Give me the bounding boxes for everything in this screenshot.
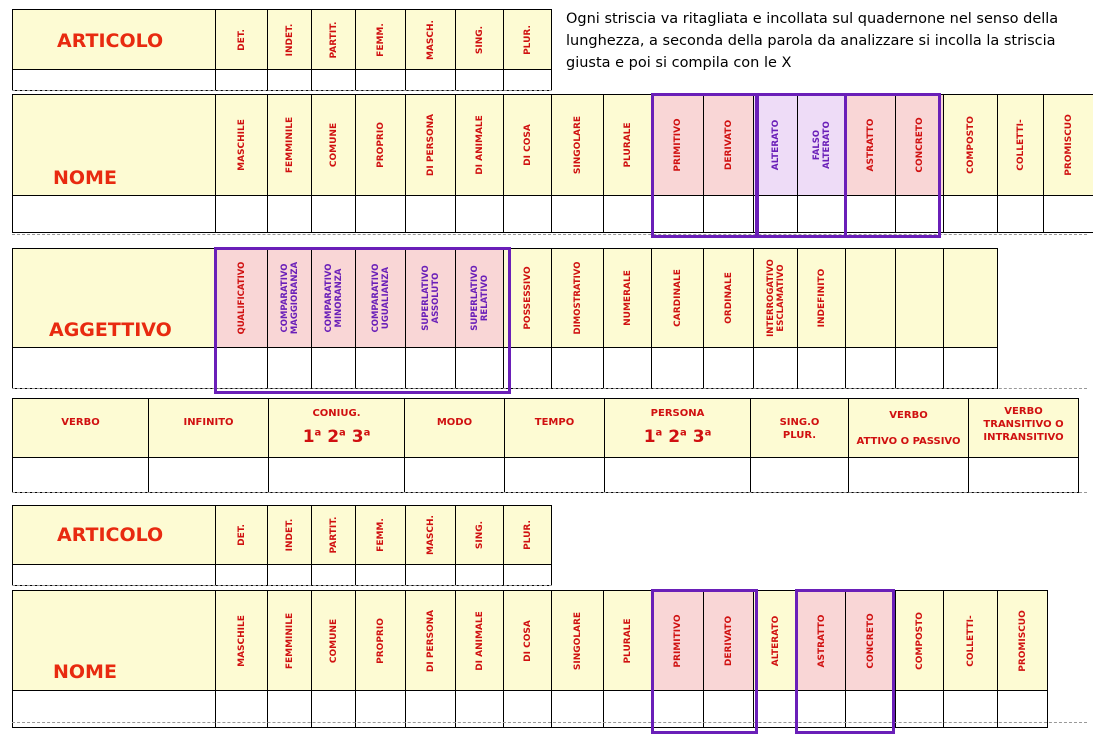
column-label: TEMPO bbox=[534, 417, 575, 428]
column-label: SUPERLATIVO ASSOLUTO bbox=[420, 265, 441, 331]
column-label: COMPARATIVO MAGGIORANZA bbox=[279, 261, 300, 335]
column-header-masch bbox=[405, 505, 456, 565]
articolo-title-cell bbox=[12, 9, 216, 70]
column-label: PRIMITIVO bbox=[672, 118, 683, 172]
column-header-coniug bbox=[268, 398, 405, 458]
column-header-composto bbox=[895, 590, 944, 691]
answer-cell-indet bbox=[267, 69, 312, 91]
column-label: INTERROGATIVO ESCLAMATIVO bbox=[765, 259, 786, 337]
column-label: ORDINALE bbox=[723, 272, 734, 324]
column-header-partit bbox=[311, 505, 356, 565]
column-label: ASTRATTO bbox=[865, 118, 876, 172]
column-label: DI ANIMALE bbox=[474, 610, 485, 671]
column-label: COMUNE bbox=[328, 122, 339, 168]
column-header-verbo-transitivo-o-intransitivo bbox=[968, 398, 1079, 458]
column-label: PROPRIO bbox=[375, 122, 386, 168]
column-label: DI COSA bbox=[522, 124, 533, 166]
column-label: PLUR. bbox=[522, 520, 533, 550]
column-label: PROPRIO bbox=[375, 617, 386, 664]
column-header-blank bbox=[845, 248, 896, 348]
answer-cell-persona bbox=[604, 457, 751, 493]
column-label: INDET. bbox=[284, 518, 295, 552]
column-header-verbo bbox=[12, 398, 149, 458]
answer-cell-verbo bbox=[12, 457, 149, 493]
articolo-title: ARTICOLO bbox=[57, 30, 164, 52]
column-header-blank bbox=[895, 248, 944, 348]
column-header-interrogativo-esclamativo bbox=[753, 248, 798, 348]
answer-cell-sing-o-plur bbox=[750, 457, 849, 493]
articolo-answer-cell bbox=[12, 69, 216, 91]
column-header-di-cosa bbox=[503, 590, 552, 691]
answer-cell-modo bbox=[404, 457, 505, 493]
answer-cell-di-animale bbox=[455, 195, 504, 233]
column-header-cardinale bbox=[651, 248, 704, 348]
column-label: COMPOSTO bbox=[914, 611, 925, 670]
answer-cell-partit bbox=[311, 69, 356, 91]
column-label: VERBO TRANSITIVO O INTRANSITIVO bbox=[983, 406, 1064, 443]
nome-title: NOME bbox=[53, 661, 117, 683]
column-header-sing bbox=[455, 505, 504, 565]
column-header-maschile bbox=[215, 94, 268, 196]
person-numbers bbox=[269, 427, 404, 447]
column-label: FALSO ALTERATO bbox=[811, 121, 832, 169]
ordinal-suffix: a bbox=[680, 427, 687, 439]
column-label: DIMOSTRATIVO bbox=[572, 261, 583, 335]
ordinal-suffix: a bbox=[704, 427, 712, 439]
column-header-singolare bbox=[551, 94, 604, 196]
column-header-maschile bbox=[215, 590, 268, 691]
column-header-ordinale bbox=[703, 248, 754, 348]
column-label: PLURALE bbox=[622, 122, 633, 168]
answer-cell-dimostrativo bbox=[551, 347, 604, 389]
nome-title-cell bbox=[12, 590, 216, 691]
column-header-indet bbox=[267, 9, 312, 70]
column-label: SINGOLARE bbox=[572, 611, 583, 670]
answer-cell-femm bbox=[355, 69, 406, 91]
answer-cell-masch bbox=[405, 564, 456, 586]
column-label: DI PERSONA bbox=[425, 609, 436, 672]
articolo-answer-cell bbox=[12, 564, 216, 586]
column-header-di-persona bbox=[405, 590, 456, 691]
column-header-det bbox=[215, 505, 268, 565]
column-label: ASTRATTO bbox=[816, 614, 827, 667]
column-label: VERBO bbox=[61, 417, 100, 428]
column-header-comune bbox=[311, 94, 356, 196]
column-header-composto bbox=[943, 94, 998, 196]
answer-cell-coniug bbox=[268, 457, 405, 493]
column-label: FEMM. bbox=[375, 22, 386, 57]
column-label: FEMMINILE bbox=[284, 116, 295, 174]
column-header-dimostrativo bbox=[551, 248, 604, 348]
answer-cell-composto bbox=[943, 195, 998, 233]
column-label: MASCHILE bbox=[236, 119, 247, 171]
column-label: CARDINALE bbox=[672, 269, 683, 327]
answer-cell-promiscuo bbox=[1043, 195, 1093, 233]
cut-line bbox=[12, 492, 1087, 493]
answer-cell-plur bbox=[503, 564, 552, 586]
answer-cell-det bbox=[215, 564, 268, 586]
answer-cell-tempo bbox=[504, 457, 605, 493]
answer-cell-indefinito bbox=[797, 347, 846, 389]
answer-cell-blank bbox=[895, 347, 944, 389]
column-header-numerale bbox=[603, 248, 652, 348]
column-label: NUMERALE bbox=[622, 270, 633, 326]
column-header-plur bbox=[503, 505, 552, 565]
column-header-blank bbox=[943, 248, 998, 348]
column-label: PLUR. bbox=[522, 24, 533, 55]
ordinal-suffix: a bbox=[314, 427, 322, 439]
nome-answer-cell bbox=[12, 195, 216, 233]
answer-cell-numerale bbox=[603, 347, 652, 389]
answer-cell-masch bbox=[405, 69, 456, 91]
column-header-modo bbox=[404, 398, 505, 458]
articolo-title-cell bbox=[12, 505, 216, 565]
column-label: PARTIT. bbox=[328, 516, 339, 554]
column-label: CONCRETO bbox=[914, 117, 925, 173]
column-label: MODO bbox=[436, 417, 473, 428]
column-header-tempo bbox=[504, 398, 605, 458]
column-label: VERBO ATTIVO O PASSIVO bbox=[856, 410, 961, 447]
column-label: QUALIFICATIVO bbox=[236, 261, 247, 335]
person-number: 3 bbox=[692, 427, 705, 447]
column-label: INFINITO bbox=[183, 417, 234, 428]
answer-cell-femminile bbox=[267, 195, 312, 233]
cut-line bbox=[12, 388, 1087, 389]
column-header-femm bbox=[355, 505, 406, 565]
column-header-verbo-attivo-o-passivo bbox=[848, 398, 969, 458]
column-label: DI PERSONA bbox=[425, 113, 436, 177]
column-label: COMPOSTO bbox=[965, 116, 976, 174]
column-header-plurale bbox=[603, 590, 652, 691]
aggettivo-title: AGGETTIVO bbox=[49, 319, 172, 341]
answer-cell-blank bbox=[845, 347, 896, 389]
column-header-plurale bbox=[603, 94, 652, 196]
column-label: PERSONA bbox=[650, 408, 705, 419]
column-label: COMPARATIVO UGUALIANZA bbox=[370, 263, 391, 333]
column-label: ALTERATO bbox=[770, 119, 781, 171]
nome-title-cell bbox=[12, 94, 216, 196]
column-header-indet bbox=[267, 505, 312, 565]
aggettivo-title-cell bbox=[12, 248, 216, 348]
answer-cell-blank bbox=[943, 347, 998, 389]
highlight-box-alterato bbox=[756, 93, 847, 238]
column-label: INDET. bbox=[284, 23, 295, 56]
column-header-di-animale bbox=[455, 94, 504, 196]
column-header-colletti bbox=[997, 94, 1044, 196]
column-label: COMPARATIVO MINORANZA bbox=[323, 263, 344, 333]
column-header-di-animale bbox=[455, 590, 504, 691]
column-label: INDEFINITO bbox=[816, 268, 827, 328]
highlight-box-primitivo-derivato bbox=[651, 589, 758, 734]
column-label: PROMISCUO bbox=[1063, 114, 1074, 176]
answer-cell-ordinale bbox=[703, 347, 754, 389]
answer-cell-indet bbox=[267, 564, 312, 586]
cut-line bbox=[12, 90, 552, 91]
column-label: DERIVATO bbox=[723, 615, 734, 666]
cut-line bbox=[12, 722, 1087, 723]
answer-cell-det bbox=[215, 69, 268, 91]
column-header-det bbox=[215, 9, 268, 70]
answer-cell-di-persona bbox=[405, 195, 456, 233]
column-header-di-cosa bbox=[503, 94, 552, 196]
column-header-partit bbox=[311, 9, 356, 70]
column-label: MASCH. bbox=[425, 19, 436, 60]
answer-cell-partit bbox=[311, 564, 356, 586]
person-number: 1 bbox=[302, 427, 315, 447]
column-header-comune bbox=[311, 590, 356, 691]
column-header-masch bbox=[405, 9, 456, 70]
column-label: CONCRETO bbox=[865, 612, 876, 669]
answer-cell-sing bbox=[455, 564, 504, 586]
column-label: FEMM. bbox=[375, 518, 386, 552]
highlight-box-astratto-concreto bbox=[795, 589, 895, 734]
cut-line bbox=[12, 585, 552, 586]
column-header-colletti bbox=[943, 590, 998, 691]
column-label: DET. bbox=[236, 28, 247, 51]
aggettivo-answer-cell bbox=[12, 347, 216, 389]
column-label: POSSESSIVO bbox=[522, 266, 533, 330]
articolo-title: ARTICOLO bbox=[57, 524, 164, 546]
column-header-sing bbox=[455, 9, 504, 70]
column-label: FEMMINILE bbox=[284, 612, 295, 669]
column-header-femminile bbox=[267, 94, 312, 196]
column-label: ALTERATO bbox=[770, 615, 781, 666]
instruction-note: Ogni striscia va ritagliata e incollata sul quadernone nel senso della lunghezza, a seconda della parola da analizzare si incolla la striscia giusta e poi si compila con le X bbox=[566, 11, 1059, 71]
column-label: MASCH. bbox=[425, 515, 436, 555]
column-header-femm bbox=[355, 9, 406, 70]
column-header-promiscuo bbox=[997, 590, 1048, 691]
column-label: SUPERLATIVO RELATIVO bbox=[469, 265, 490, 331]
column-label: PRIMITIVO bbox=[672, 613, 683, 668]
answer-cell-plur bbox=[503, 69, 552, 91]
column-label: DI ANIMALE bbox=[474, 115, 485, 175]
answer-cell-interrogativo-esclamativo bbox=[753, 347, 798, 389]
answer-cell-maschile bbox=[215, 195, 268, 233]
highlight-box-primitivo-derivato bbox=[651, 93, 758, 238]
column-label: COMUNE bbox=[328, 618, 339, 663]
column-label: PROMISCUO bbox=[1017, 609, 1028, 672]
answer-cell-cardinale bbox=[651, 347, 704, 389]
answer-cell-colletti bbox=[997, 195, 1044, 233]
answer-cell-sing bbox=[455, 69, 504, 91]
person-number: 3 bbox=[351, 427, 364, 447]
column-header-femminile bbox=[267, 590, 312, 691]
ordinal-suffix: a bbox=[339, 427, 346, 439]
answer-cell-verbo-transitivo-o-intransitivo bbox=[968, 457, 1079, 493]
column-header-sing-o-plur bbox=[750, 398, 849, 458]
answer-cell-singolare bbox=[551, 195, 604, 233]
ordinal-suffix: a bbox=[363, 427, 371, 439]
column-label: DI COSA bbox=[522, 619, 533, 662]
column-header-infinito bbox=[148, 398, 269, 458]
column-header-singolare bbox=[551, 590, 604, 691]
answer-cell-proprio bbox=[355, 195, 406, 233]
column-header-persona bbox=[604, 398, 751, 458]
column-label: SING.O PLUR. bbox=[779, 417, 820, 441]
column-header-indefinito bbox=[797, 248, 846, 348]
highlight-box-comparativi bbox=[214, 247, 511, 394]
person-number: 2 bbox=[668, 427, 681, 447]
column-label: COLLETTI- bbox=[965, 614, 976, 667]
answer-cell-di-cosa bbox=[503, 195, 552, 233]
column-label: SING. bbox=[474, 25, 485, 54]
column-header-alterato bbox=[753, 590, 798, 691]
column-header-proprio bbox=[355, 590, 406, 691]
answer-cell-femm bbox=[355, 564, 406, 586]
column-header-promiscuo bbox=[1043, 94, 1093, 196]
column-label: MASCHILE bbox=[236, 614, 247, 667]
person-numbers bbox=[605, 427, 750, 447]
column-label: PLURALE bbox=[622, 617, 633, 664]
person-number: 2 bbox=[327, 427, 340, 447]
answer-cell-infinito bbox=[148, 457, 269, 493]
answer-cell-comune bbox=[311, 195, 356, 233]
column-label: SINGOLARE bbox=[572, 115, 583, 175]
answer-cell-verbo-attivo-o-passivo bbox=[848, 457, 969, 493]
column-header-plur bbox=[503, 9, 552, 70]
column-label: SING. bbox=[474, 520, 485, 550]
person-number: 1 bbox=[643, 427, 656, 447]
column-label: DERIVATO bbox=[723, 119, 734, 171]
ordinal-suffix: a bbox=[655, 427, 663, 439]
answer-cell-plurale bbox=[603, 195, 652, 233]
column-label: COLLETTI- bbox=[1015, 119, 1026, 171]
column-label: CONIUG. bbox=[312, 408, 361, 419]
nome-title: NOME bbox=[53, 167, 117, 189]
highlight-box-astratto-concreto bbox=[844, 93, 941, 238]
column-label: DET. bbox=[236, 524, 247, 546]
column-label: PARTIT. bbox=[328, 21, 339, 58]
column-header-proprio bbox=[355, 94, 406, 196]
column-header-di-persona bbox=[405, 94, 456, 196]
